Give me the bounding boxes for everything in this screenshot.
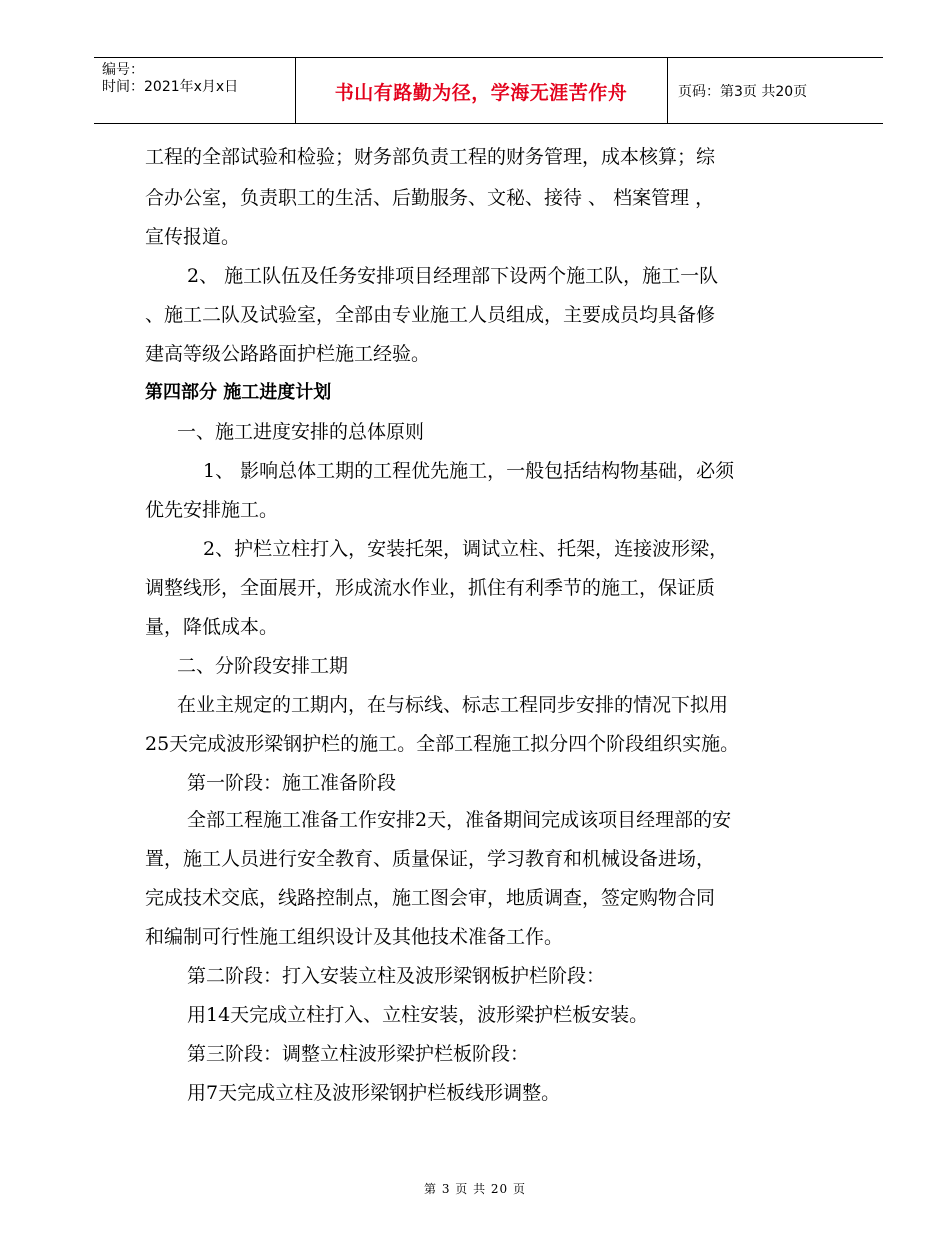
subheading: 一、施工进度安排的总体原则 (177, 421, 425, 443)
body-line: 工程的全部试验和检验；财务部负责工程的财务管理，成本核算；综 (145, 146, 716, 168)
body-line: 25天完成波形梁钢护栏的施工。全部工程施工拟分四个阶段组织实施。 (145, 733, 740, 755)
body-line: 量，降低成本。 (145, 616, 279, 638)
body-line: 置，施工人员进行安全教育、质量保证，学习教育和机械设备进场， (145, 848, 716, 870)
header-meta (102, 62, 238, 96)
body-line: 建高等级公路路面护栏施工经验。 (145, 343, 431, 365)
body-line: 在业主规定的工期内，在与标线、标志工程同步安排的情况下拟用 (177, 694, 729, 716)
body-line: 2、护栏立柱打入，安装托架，调试立柱、托架，连接波形梁， (203, 538, 729, 560)
body-line: 合办公室，负责职工的生活、后勤服务、文秘、接待 、 档案管理 ， (145, 187, 715, 209)
document-header (94, 57, 883, 124)
body-line: 完成技术交底，线路控制点，施工图会审，地质调查，签定购物合同 (145, 887, 716, 909)
date-label: 时间：2021年x月x日 (102, 79, 239, 95)
body-line: 1、 影响总体工期的工程优先施工，一般包括结构物基础，必须 (203, 460, 735, 482)
header-divider (667, 58, 668, 123)
subheading: 二、分阶段安排工期 (177, 655, 349, 677)
body-line: 2、 施工队伍及任务安排项目经理部下设两个施工队，施工一队 (187, 265, 719, 287)
page-footer: 第 3 页 共 20 页 (424, 1182, 526, 1196)
body-line: 用14天完成立柱打入、立柱安装，波形梁护栏板安装。 (187, 1004, 649, 1026)
body-line: 、施工二队及试验室，全部由专业施工人员组成，主要成员均具备修 (145, 304, 716, 326)
serial-number-label: 编号： (102, 62, 144, 78)
body-line: 全部工程施工准备工作安排2天，准备期间完成该项目经理部的安 (187, 809, 732, 831)
body-line: 用7天完成立柱及波形梁钢护栏板线形调整。 (187, 1082, 561, 1104)
phase-heading: 第三阶段：调整立柱波形梁护栏板阶段： (187, 1043, 530, 1065)
phase-heading: 第二阶段：打入安装立柱及波形梁钢板护栏阶段： (187, 965, 606, 987)
header-page-info: 页码：第3页 共20页 (678, 84, 808, 100)
header-motto: 书山有路勤为径，学海无涯苦作舟 (334, 81, 628, 104)
phase-heading: 第一阶段：施工准备阶段 (187, 772, 397, 794)
body-line: 优先安排施工。 (145, 499, 279, 521)
section-heading: 第四部分 施工进度计划 (145, 382, 332, 403)
body-line: 和编制可行性施工组织设计及其他技术准备工作。 (145, 926, 564, 948)
body-line: 宣传报道。 (145, 226, 241, 248)
body-line: 调整线形，全面展开，形成流水作业，抓住有利季节的施工，保证质 (145, 577, 716, 599)
